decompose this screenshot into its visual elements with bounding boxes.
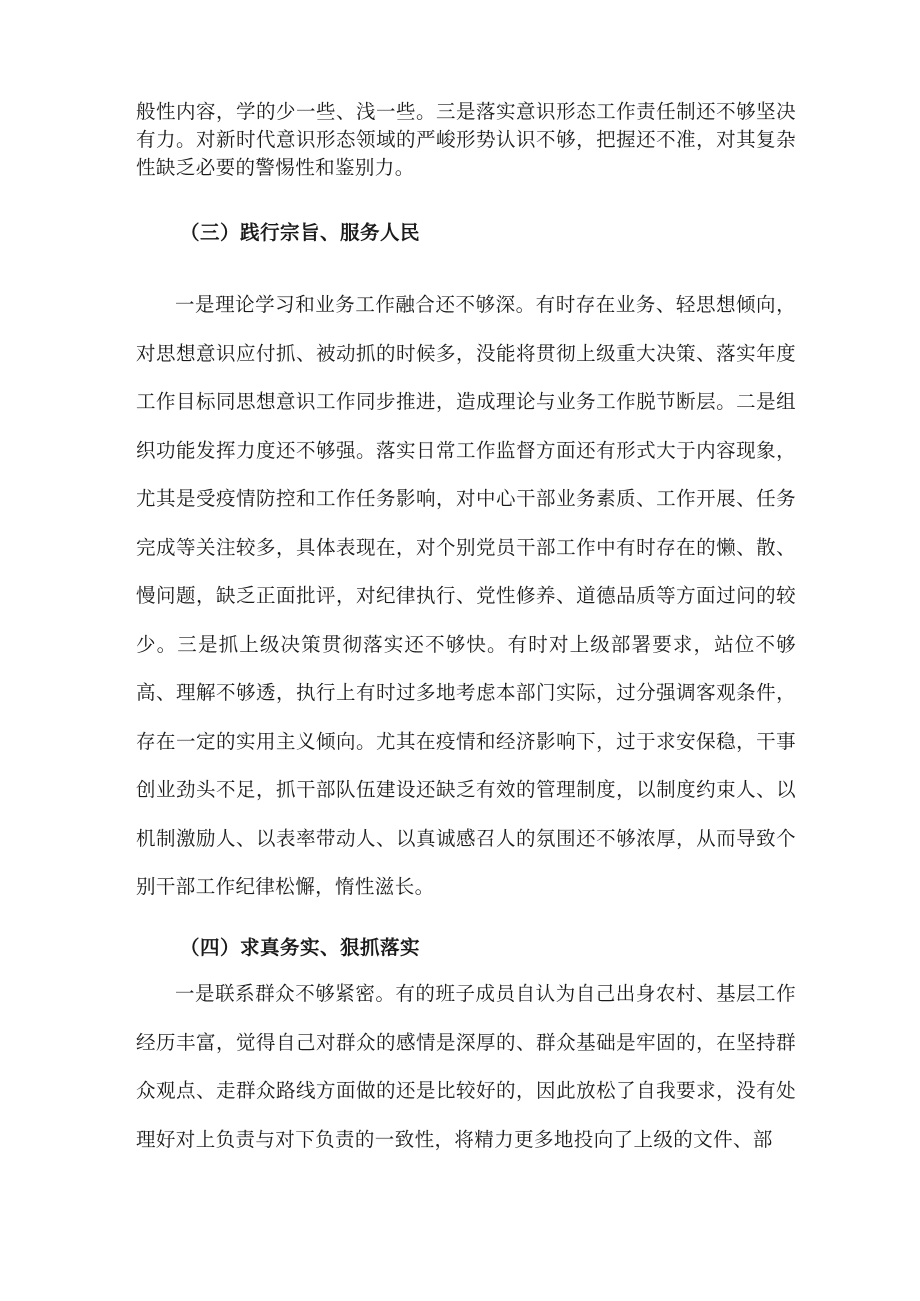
section-heading-3: （三）践行宗旨、服务人民: [180, 221, 421, 244]
section-4-paragraph: 一是联系群众不够紧密。有的班子成员自认为自己出身农村、基层工作经历丰富，觉得自己对群众的感情是深厚的、群众基础是牢固的，在坚持群众观点、走群众路线方面做的还是比较好的，因此放松了自我要求，没有处理好对上负责与对下负责的一致性，将精力更多地投向了上级的文件、部: [136, 982, 796, 1151]
section-heading-4: （四）求真务实、狠抓落实: [180, 936, 421, 959]
paragraph-continued: 般性内容，学的少一些、浅一些。三是落实意识形态工作责任制还不够坚决有力。对新时代意识形态领域的严峻形势认识不够，把握还不准，对其复杂性缺乏必要的警惕性和鉴别力。: [136, 100, 796, 179]
section-3-paragraph: 一是理论学习和业务工作融合还不够深。有时存在业务、轻思想倾向，对思想意识应付抓、被动抓的时候多，没能将贯彻上级重大决策、落实年度工作目标同思想意识工作同步推进，造成理论与业务工作脱节断层。二是组织功能发挥力度还不够强。落实日常工作监督方面还有形式大于内容现象，尤其是受疫情防控和工作任务影响，对中心干部业务素质、工作开展、任务完成等关注较多，具体表现在，对个别党员干部工作中有时存在的懒、散、慢问题，缺乏正面批评，对纪律执行、党性修养、道德品质等方面过问的较少。三是抓上级决策贯彻落实还不够快。有时对上级部署要求，站位不够高、理解不够透，执行上有时过多地考虑本部门实际，过分强调客观条件，存在一定的实用主义倾向。尤其在疫情和经济影响下，过于求安保稳，干事创业劲头不足，抓干部队伍建设还缺乏有效的管理制度，以制度约束人、以机制激励人、以表率带动人、以真诚感召人的氛围还不够浓厚，从而导致个别干部工作纪律松懈，惰性滋长。: [136, 293, 796, 898]
